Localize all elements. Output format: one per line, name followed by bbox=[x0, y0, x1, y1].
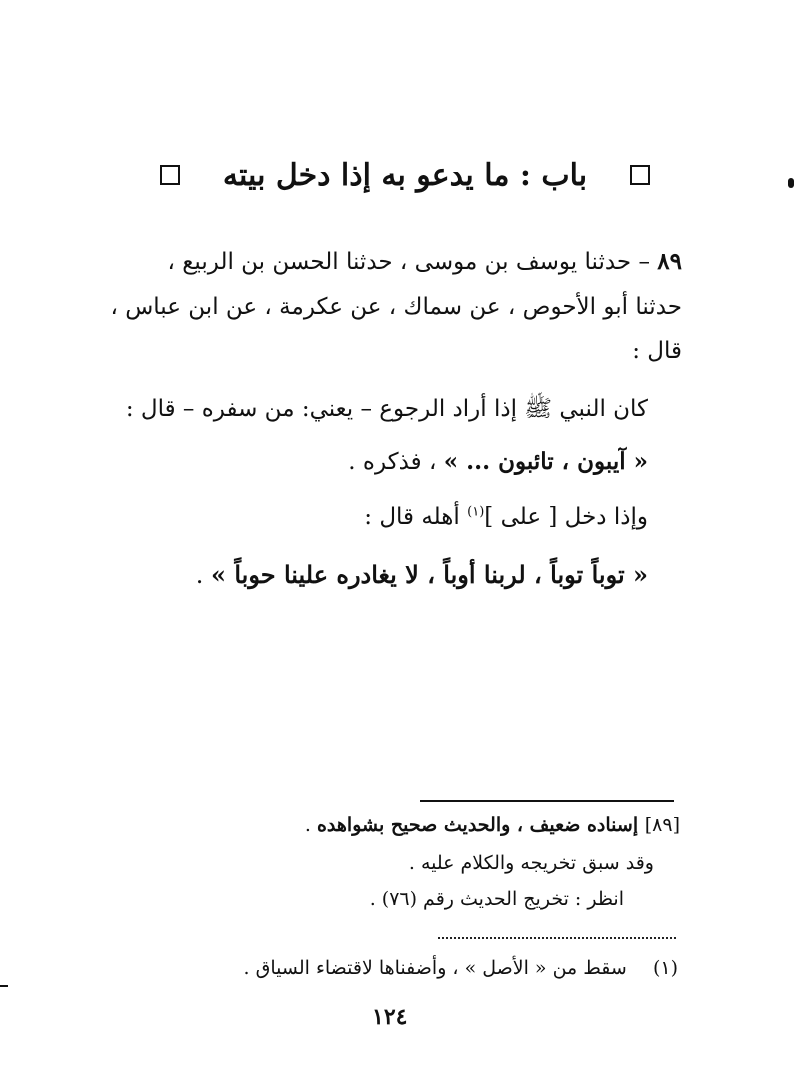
title-text: باب : ما يدعو به إذا دخل بيته bbox=[222, 157, 588, 193]
scan-mark-left bbox=[0, 985, 8, 987]
footnote-ref-label: [٨٩] bbox=[644, 814, 680, 836]
title-box-left bbox=[160, 165, 180, 185]
footnote-1-number: (١) bbox=[652, 957, 678, 979]
hadith-line-4: كان النبي ﷺ إذا أراد الرجوع – يعني: من سفره – قال : bbox=[125, 396, 648, 422]
footnote-dotted-rule bbox=[438, 937, 676, 939]
hadith-line-5 bbox=[348, 448, 648, 475]
hadith-line-7-rest: . bbox=[195, 561, 212, 589]
hadith-line-5-rest: ، فذكره . bbox=[348, 449, 444, 475]
footnote-line-3: انظر : تخريج الحديث رقم (٧٦) . bbox=[369, 888, 624, 910]
footnote-ref-end: . bbox=[304, 814, 317, 836]
scan-mark-right bbox=[788, 178, 794, 188]
footnote-line-2: وقد سبق تخريجه والكلام عليه . bbox=[408, 852, 654, 874]
title-box-right bbox=[630, 165, 650, 185]
footnote-ref-1: (١) bbox=[467, 504, 485, 520]
hadith-line-6 bbox=[364, 504, 648, 530]
hadith-quote-1: « آيبون ، تائبون ... » bbox=[443, 448, 648, 475]
hadith-number: ٨٩ bbox=[657, 248, 682, 275]
chapter-title bbox=[160, 150, 650, 200]
footnote-ref-text: إسناده ضعيف ، والحديث صحيح بشواهده bbox=[316, 814, 645, 836]
footnote-ref-89 bbox=[305, 814, 680, 836]
footnote-1 bbox=[244, 957, 678, 979]
hadith-line-3: قال : bbox=[632, 338, 682, 364]
hadith-quote-2: « توباً توباً ، لربنا أوباً ، لا يغادره علينا حوباً » bbox=[211, 560, 648, 589]
footnote-1-text: سقط من « الأصل » ، وأضفناها لاقتضاء السياق . bbox=[243, 957, 627, 979]
hadith-line-1 bbox=[167, 248, 682, 275]
hadith-line-7 bbox=[196, 560, 648, 589]
page-number: ١٢٤ bbox=[372, 1004, 408, 1030]
hadith-line-2: حدثنا أبو الأحوص ، عن سماك ، عن عكرمة ، عن ابن عباس ، bbox=[110, 294, 682, 320]
hadith-line-6-end: أهله قال : bbox=[364, 504, 468, 530]
hadith-line-1-text: – حدثنا يوسف بن موسى ، حدثنا الحسن بن الربيع ، bbox=[167, 249, 650, 275]
footnote-rule bbox=[420, 800, 674, 802]
hadith-line-6-start: وإذا دخل [ على ] bbox=[484, 504, 648, 530]
